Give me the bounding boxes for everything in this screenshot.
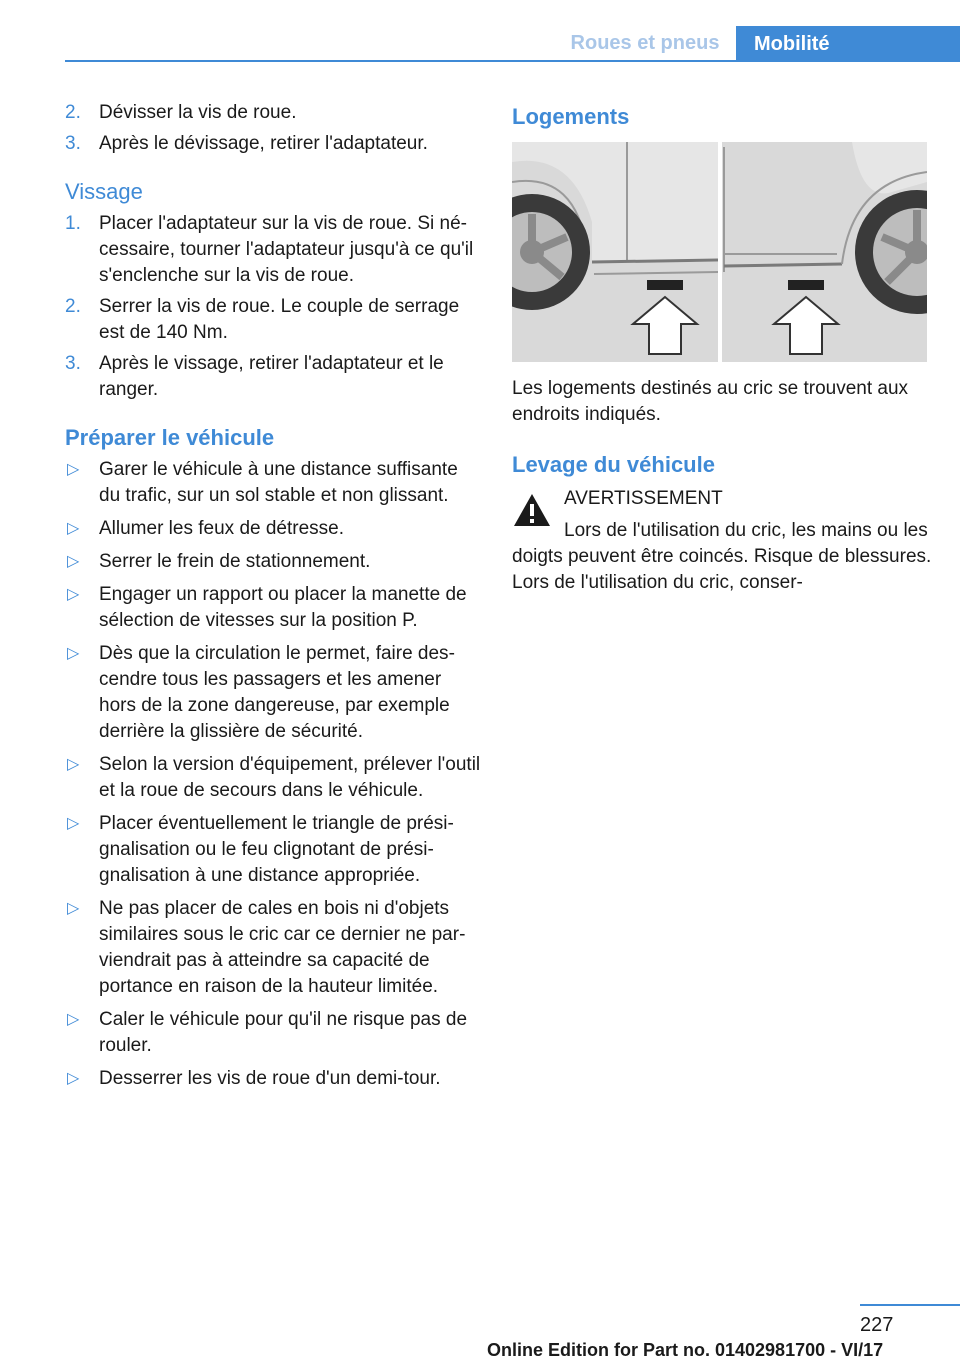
bullet-text: Caler le véhicule pour qu'il ne risque pas de rouler.	[99, 1009, 468, 1056]
bullet-item	[65, 896, 483, 1000]
warning-triangle-icon	[512, 492, 552, 528]
bullet-text: Selon la version d'équipement, prélever l'outil et la roue de secours dans le véhicule.	[99, 754, 481, 801]
heading-preparer-vehicule: Préparer le véhicule	[65, 425, 275, 450]
right-column	[512, 100, 932, 596]
warning-block	[512, 486, 932, 512]
figure-caption: Les logements destinés au cric se trouvent aux endroits indiqués.	[512, 378, 909, 425]
heading-levage-vehicule: Levage du véhicule	[512, 452, 715, 477]
bullet-item	[65, 641, 483, 745]
steps-list-devissage	[65, 100, 483, 157]
step-text: Dévisser la vis de roue.	[99, 102, 297, 123]
bullet-text: Desserrer les vis de roue d'un demi-tour.	[99, 1068, 441, 1089]
bullet-text: Placer éventuellement le triangle de présignalisation ou le feu clignotant de présignalisation à une distance appropriée.	[99, 813, 454, 886]
page-number: 227	[860, 1314, 894, 1336]
triangle-bullet-icon: ▷	[67, 645, 80, 662]
bullet-list-preparation	[65, 457, 483, 1092]
step-text: Placer l'adaptateur sur la vis de roue. Si nécessaire, tourner l'adaptateur jusqu'à ce qu'il s'enclenche sur la vis de roue.	[99, 213, 474, 286]
triangle-bullet-icon: ▷	[67, 756, 80, 773]
triangle-bullet-icon: ▷	[67, 900, 80, 917]
bullet-item	[65, 752, 483, 804]
header-chapter-tab: Mobilité	[736, 26, 960, 62]
bullet-text: Serrer le frein de stationnement.	[99, 551, 371, 572]
bullet-text: Ne pas placer de cales en bois ni d'objets similaires sous le cric car ce dernier ne parviendrait pas à atteindre sa capacité de portance en raison de la hauteur limitée.	[99, 898, 466, 997]
triangle-bullet-icon: ▷	[67, 553, 80, 570]
heading-logements: Logements	[512, 104, 630, 129]
step-number: 3.	[65, 133, 81, 154]
header-section-title: Roues et pneus	[570, 32, 720, 54]
step-text: Serrer la vis de roue. Le couple de serrage est de 140 Nm.	[99, 296, 460, 343]
bullet-text: Engager un rapport ou placer la manette de sélection de vitesses sur la position P.	[99, 584, 467, 631]
bullet-item	[65, 582, 483, 634]
bullet-item	[65, 457, 483, 509]
step-number: 3.	[65, 353, 81, 374]
bullet-item	[65, 1007, 483, 1059]
footer-rule	[860, 1304, 960, 1306]
jack-points-illustration	[512, 142, 927, 362]
step-number: 2.	[65, 296, 81, 317]
bullet-text: Allumer les feux de détresse.	[99, 518, 345, 539]
triangle-bullet-icon: ▷	[67, 1070, 80, 1087]
bullet-item	[65, 549, 483, 575]
triangle-bullet-icon: ▷	[67, 520, 80, 537]
triangle-bullet-icon: ▷	[67, 1011, 80, 1028]
step-number: 2.	[65, 102, 81, 123]
step-item	[65, 211, 483, 289]
heading-vissage: Vissage	[65, 179, 143, 204]
bullet-item	[65, 811, 483, 889]
bullet-text: Dès que la circulation le permet, faire descendre tous les passagers et les amener hors de la zone dangereuse, par exemple derrière la glissière de sécurité.	[99, 643, 455, 742]
step-item	[65, 131, 483, 157]
steps-list-vissage	[65, 211, 483, 403]
bullet-text: Garer le véhicule à une distance suffisante du trafic, sur un sol stable et non glissant.	[99, 459, 458, 506]
triangle-bullet-icon: ▷	[67, 586, 80, 603]
step-text: Après le vissage, retirer l'adaptateur et le ranger.	[99, 353, 444, 400]
warning-text: Lors de l'utilisation du cric, les mains ou les doigts peuvent être coincés. Risque de blessures. Lors de l'utilisation du cric, conser-	[512, 520, 932, 593]
jack-points-figure	[512, 142, 927, 362]
header-rule	[65, 60, 960, 62]
triangle-bullet-icon: ▷	[67, 815, 80, 832]
bullet-item	[65, 1066, 483, 1092]
step-item	[65, 351, 483, 403]
step-item	[65, 294, 483, 346]
edition-note: Online Edition for Part no. 01402981700 - VI/17	[487, 1340, 884, 1360]
step-text: Après le dévissage, retirer l'adaptateur.	[99, 133, 428, 154]
bullet-item	[65, 516, 483, 542]
left-column	[65, 100, 483, 1099]
triangle-bullet-icon: ▷	[67, 461, 80, 478]
step-number: 1.	[65, 213, 81, 234]
warning-label: AVERTISSEMENT	[564, 488, 723, 509]
step-item	[65, 100, 483, 126]
